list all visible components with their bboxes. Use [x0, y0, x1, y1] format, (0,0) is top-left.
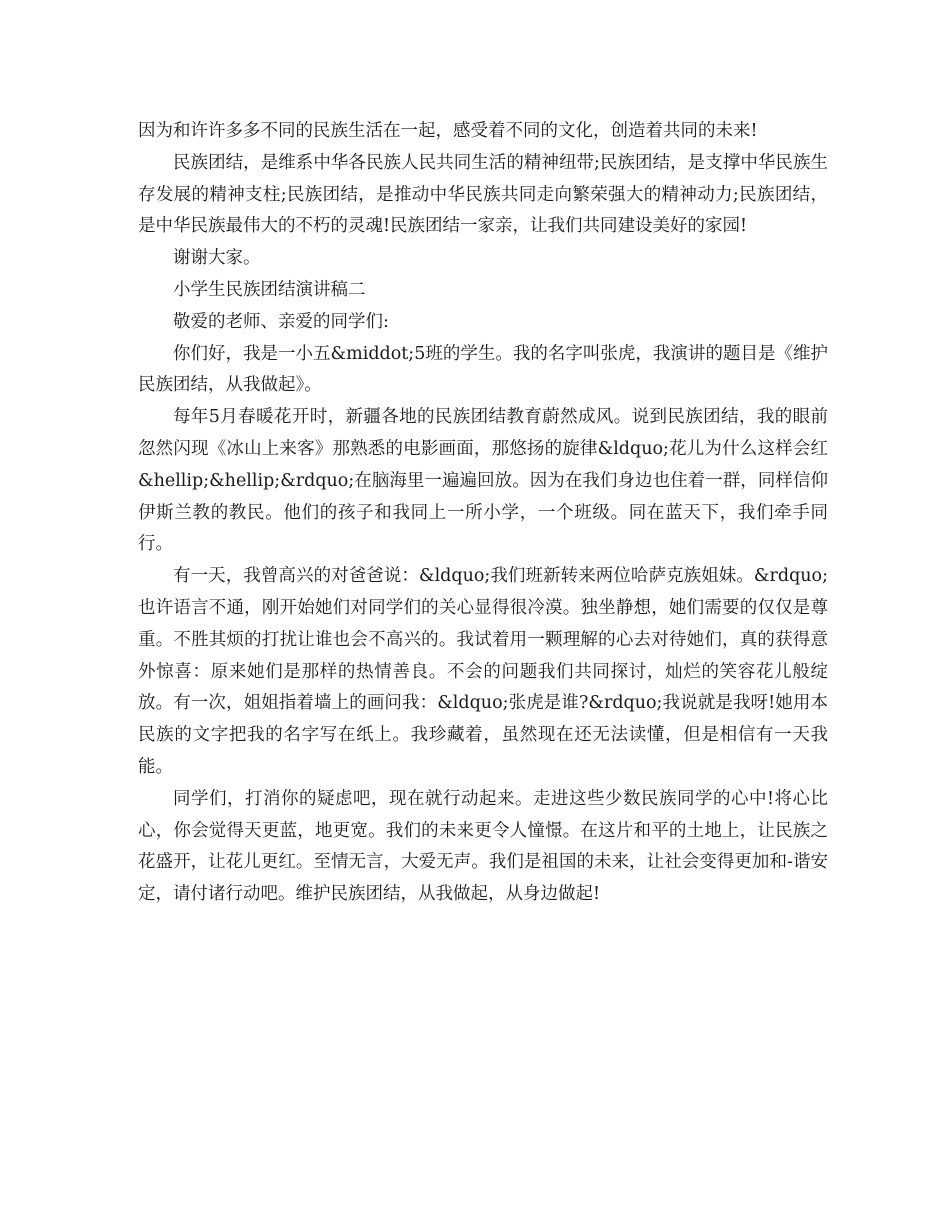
section-heading: 小学生民族团结演讲稿二: [173, 279, 366, 300]
paragraph-spring-memory: 每年5月春暖花开时，新疆各地的民族团结教育蔚然成风。说到民族团结，我的眼前忽然闪现《冰山上来客》那熟悉的电影画面，那悠扬的旋律&ldquo;花儿为什么这样会红&hellip;&hellip;&rdquo;在脑海里一遍遍回放。因为在我们身边也住着一群，同样信仰伊斯兰教的教民。他们的孩子和我同上一所小学，一个班级。同在蓝天下，我们牵手同行。: [138, 407, 828, 555]
paragraph-story: 有一天，我曾高兴的对爸爸说：&ldquo;我们班新转来两位哈萨克族姐妹。&rdquo;也许语言不通，刚开始她们对同学们的关心显得很冷漠。独坐静想，她们需要的仅仅是尊重。不胜其烦的打扰让谁也会不高兴的。我试着用一颗理解的心去对待她们，真的获得意外惊喜：原来她们是那样的热情善良。不会的问题我们共同探讨，灿烂的笑容花儿般绽放。有一次，姐姐指着墙上的画问我：&ldquo;张虎是谁?&rdquo;我说就是我呀!她用本民族的文字把我的名字写在纸上。我珍藏着，虽然现在还无法读懂，但是相信有一天我能。: [138, 566, 828, 777]
paragraph-unity-meaning: 民族团结，是维系中华各民族人民共同生活的精神纽带;民族团结，是支撑中华民族生存发展的精神支柱;民族团结，是推动中华民族共同走向繁荣强大的精神动力;民族团结，是中华民族最伟大的不朽的灵魂!民族团结一家亲，让我们共同建设美好的家园!: [138, 152, 828, 237]
paragraph-continuation: 因为和许许多多不同的民族生活在一起，感受着不同的文化，创造着共同的未来!: [138, 121, 758, 141]
paragraph-thanks: 谢谢大家。: [173, 248, 261, 269]
salutation: 敬爱的老师、亲爱的同学们:: [173, 311, 389, 332]
paragraph-introduction: 你们好，我是一小五&middot;5班的学生。我的名字叫张虎，我演讲的题目是《维护民族团结，从我做起》。: [138, 343, 828, 396]
document-body: [138, 116, 828, 911]
paragraph-call-to-action: 同学们，打消你的疑虑吧，现在就行动起来。走进这些少数民族同学的心中!将心比心，你会觉得天更蓝，地更宽。我们的未来更令人憧憬。在这片和平的土地上，让民族之花盛开，让花儿更红。至情无言，大爱无声。我们是祖国的未来，让社会变得更加和-谐安定，请付诸行动吧。维护民族团结，从我做起，从身边做起!: [138, 788, 828, 905]
